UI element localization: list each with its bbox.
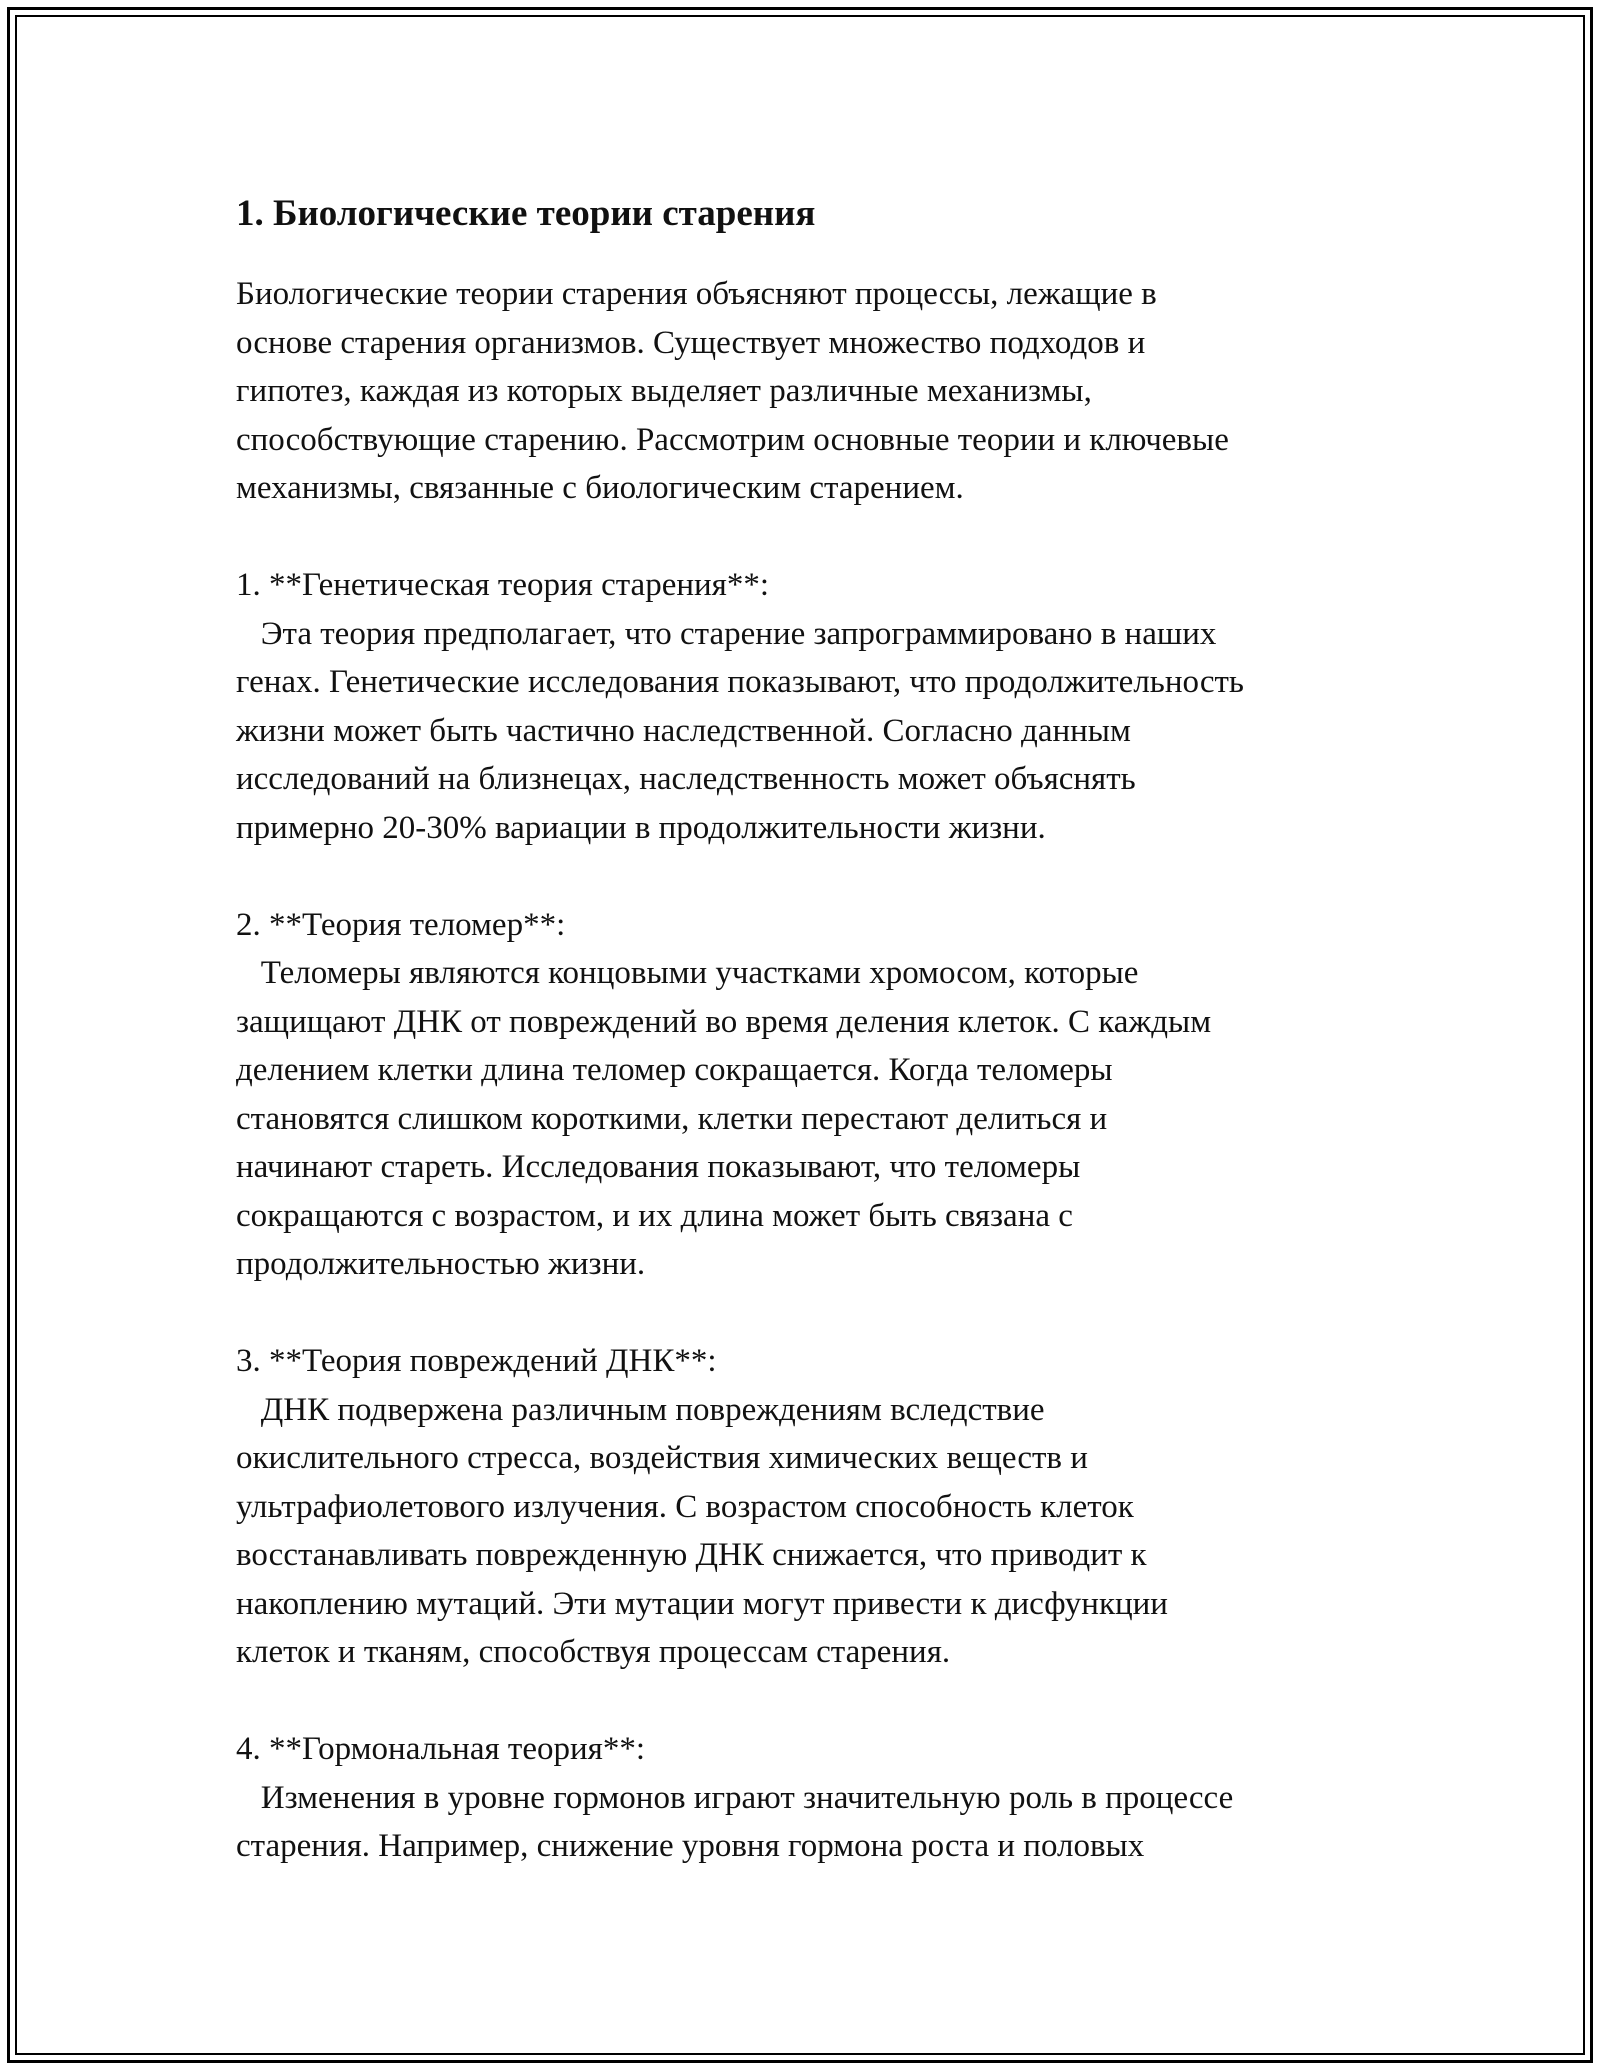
theory-title: 1. **Генетическая теория старения**: — [236, 567, 770, 603]
text-line: основе старения организмов. Существует множество подходов и — [236, 324, 1146, 361]
text-line: ДНК подвержена различным повреждениям вследствие — [236, 1391, 1045, 1428]
text-line: старения. Например, снижение уровня гормона роста и половых — [236, 1828, 1145, 1864]
text-line: механизмы, связанные с биологическим старением. — [236, 470, 964, 506]
text-line: генах. Генетические исследования показывают, что продолжительность — [236, 664, 1244, 700]
theory-title: 3. **Теория повреждений ДНК**: — [236, 1343, 717, 1379]
text-line: сокращаются с возрастом, и их длина может быть связана с — [236, 1197, 1073, 1234]
text-line: клеток и тканям, способствуя процессам старения. — [236, 1634, 951, 1670]
theory-dna-damage — [236, 1337, 1386, 1677]
intro-paragraph — [236, 270, 1386, 513]
paragraph-gap — [236, 513, 1386, 562]
paragraph-gap — [236, 1289, 1386, 1338]
text-line: продолжительностью жизни. — [236, 1246, 646, 1282]
text-line: окислительного стресса, воздействия химических веществ и — [236, 1440, 1088, 1476]
text-line: начинают стареть. Исследования показывают, что теломеры — [236, 1149, 1081, 1185]
text-line: делением клетки длина теломер сокращается. Когда теломеры — [236, 1052, 1113, 1088]
text-line: становятся слишком короткими, клетки перестают делиться и — [236, 1100, 1108, 1137]
theory-hormonal — [236, 1725, 1386, 1871]
theory-genetic — [236, 561, 1386, 852]
text-line: исследований на близнецах, наследственность может объяснять — [236, 761, 1136, 797]
text-line: жизни может быть частично наследственной. Согласно данным — [236, 712, 1131, 749]
document-body — [236, 186, 1386, 1871]
text-line: примерно 20-30% вариации в продолжительности жизни. — [236, 809, 1046, 846]
text-line: восстанавливать поврежденную ДНК снижается, что приводит к — [236, 1537, 1147, 1573]
theory-telomere — [236, 901, 1386, 1289]
text-line: защищают ДНК от повреждений во время деления клеток. С каждым — [236, 1003, 1212, 1040]
text-line: Изменения в уровне гормонов играют значительную роль в процессе — [236, 1779, 1234, 1816]
text-line: ультрафиолетового излучения. С возрастом способность клеток — [236, 1488, 1134, 1525]
paragraph-gap — [236, 852, 1386, 901]
text-line: гипотез, каждая из которых выделяет различные механизмы, — [236, 373, 1092, 409]
text-line: Биологические теории старения объясняют процессы, лежащие в — [236, 276, 1157, 312]
theory-title: 2. **Теория теломер**: — [236, 906, 566, 943]
section-heading: 1. Биологические теории старения — [236, 193, 816, 234]
text-line: Теломеры являются концовыми участками хромосом, которые — [236, 955, 1139, 991]
text-line: Эта теория предполагает, что старение запрограммировано в наших — [236, 615, 1217, 652]
text-line: способствующие старению. Рассмотрим основные теории и ключевые — [236, 421, 1229, 458]
theory-title: 4. **Гормональная теория**: — [236, 1731, 645, 1767]
text-line: накоплению мутаций. Эти мутации могут привести к дисфункции — [236, 1585, 1168, 1622]
paragraph-gap — [236, 1677, 1386, 1726]
